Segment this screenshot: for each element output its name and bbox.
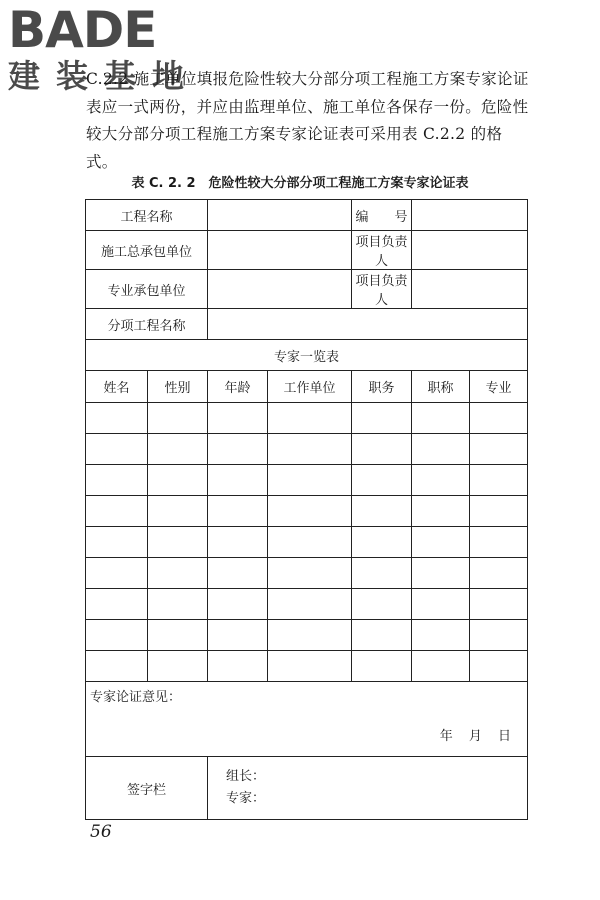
label-project-manager-2: 项目负责人 [352, 270, 412, 309]
date-label: 年 月 日 [439, 729, 518, 744]
logo-subtitle: 建装基地 [8, 57, 201, 95]
value-project-manager-2[interactable] [412, 270, 528, 309]
expert-opinion-cell[interactable] [86, 682, 528, 757]
intro-paragraph: C.2.2 施工单位填报危险性较大分部分项工程施工方案专家论证表应一式两份，并应由监理单位、施工单位各保存一份。危险性较大分部分项工程施工方案专家论证表可采用表 C.2.2 的格式。 [86, 70, 529, 171]
col-header-specialty: 专业 [470, 371, 528, 403]
table-row [86, 527, 528, 558]
col-header-workplace: 工作单位 [268, 371, 352, 403]
table-caption: 表 C. 2. 2 危险性较大分部分项工程施工方案专家论证表 [131, 176, 469, 191]
label-project-name: 工程名称 [86, 200, 208, 231]
label-project-manager-1: 项目负责人 [352, 231, 412, 270]
label-sub-project-name: 分项工程名称 [86, 309, 208, 340]
expert-review-form [85, 199, 528, 820]
table-row [86, 434, 528, 465]
page-number: 56 [90, 822, 112, 842]
col-header-title: 职称 [412, 371, 470, 403]
signature-label: 签字栏 [86, 757, 208, 820]
opinion-label: 专家论证意见： [90, 690, 182, 705]
table-row [86, 403, 528, 434]
table-row [86, 620, 528, 651]
value-number[interactable] [412, 200, 528, 231]
logo-brand: BADE [8, 1, 157, 59]
value-sub-project-name[interactable] [208, 309, 528, 340]
table-row [86, 589, 528, 620]
value-specialty-contractor[interactable] [208, 270, 352, 309]
label-general-contractor: 施工总承包单位 [86, 231, 208, 270]
value-project-manager-1[interactable] [412, 231, 528, 270]
experts-label: 专家： [226, 791, 266, 806]
signature-field[interactable] [208, 757, 528, 820]
col-header-gender: 性别 [148, 371, 208, 403]
expert-list-title: 专家一览表 [86, 340, 528, 371]
col-header-name: 姓名 [86, 371, 148, 403]
label-specialty-contractor: 专业承包单位 [86, 270, 208, 309]
table-row [86, 651, 528, 682]
label-number: 编 号 [352, 200, 412, 231]
table-row [86, 558, 528, 589]
value-general-contractor[interactable] [208, 231, 352, 270]
table-row [86, 496, 528, 527]
col-header-age: 年龄 [208, 371, 268, 403]
value-project-name[interactable] [208, 200, 352, 231]
table-row [86, 465, 528, 496]
col-header-position: 职务 [352, 371, 412, 403]
group-leader-label: 组长： [226, 769, 266, 784]
